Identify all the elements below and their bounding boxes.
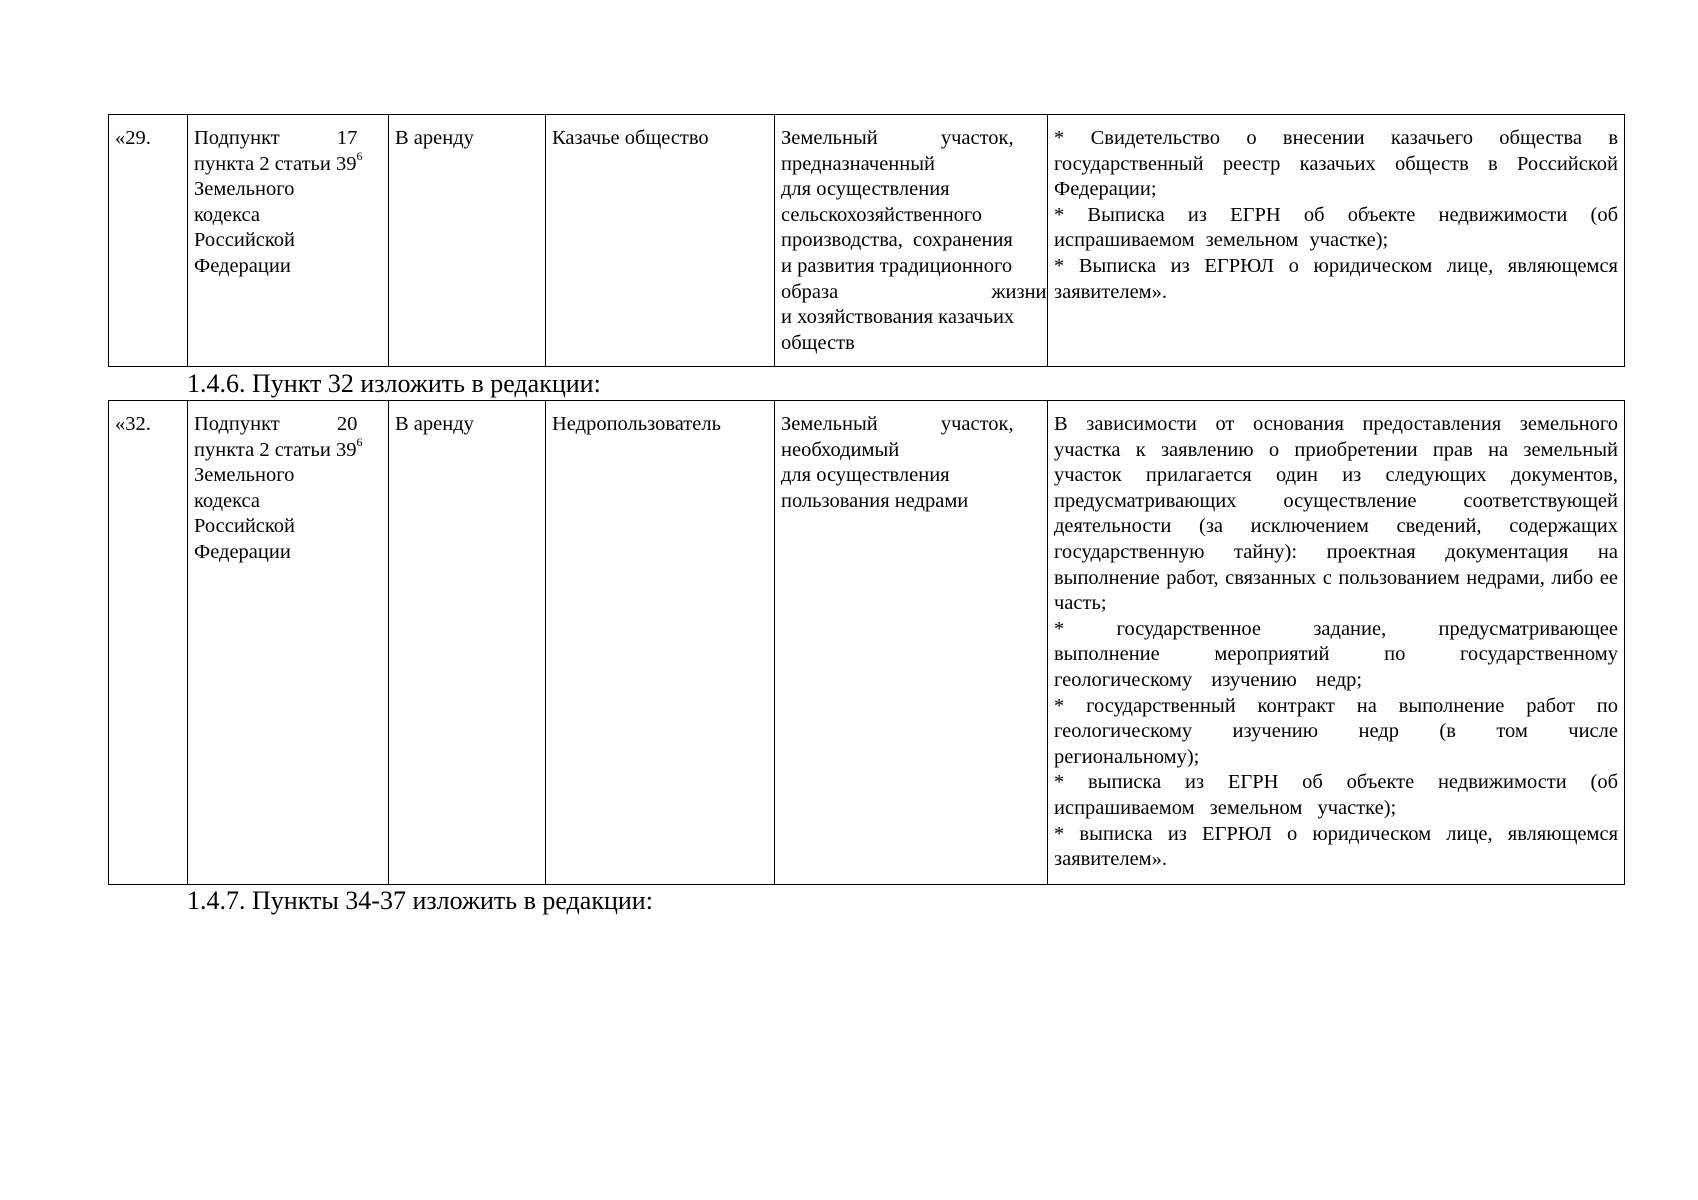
table-row bbox=[109, 115, 1625, 367]
item-number: «32. bbox=[109, 401, 188, 885]
required-documents bbox=[1048, 115, 1625, 367]
section-heading-1-4-7: 1.4.7. Пункты 34-37 изложить в редакции: bbox=[187, 886, 653, 915]
required-documents bbox=[1048, 401, 1625, 885]
legal-basis-line: кодекса bbox=[194, 489, 261, 512]
land-purpose-line: предназначенный bbox=[781, 152, 935, 175]
land-purpose-line: и развития традиционного bbox=[781, 254, 1013, 277]
document-item: * государственный контракт на выполнение работ по геологическому изучению недр (в том числе региональному); bbox=[1054, 694, 1618, 768]
article-superscript: 6 bbox=[356, 434, 363, 449]
land-purpose-line: Земельный участок, bbox=[781, 413, 1014, 435]
land-purpose bbox=[775, 401, 1048, 885]
table-row bbox=[109, 401, 1625, 885]
grant-type: В аренду bbox=[389, 115, 546, 367]
document-item: В зависимости от основания предоставления земельного участка к заявлению о приобретении прав на земельный участок прилагается один из следующих документов, предусматривающих осуществление соответствующей деятельности (за исключением сведений, содержащих государственную тайну): проектная документация на выполнение работ, связанных с пользованием недрами, либо ее часть; bbox=[1054, 413, 1618, 615]
legal-basis-line: Федерации bbox=[194, 540, 291, 563]
item-number: «29. bbox=[109, 115, 188, 367]
land-purpose-line: производства, сохранения bbox=[781, 229, 1013, 252]
land-purpose-line: для осуществления bbox=[781, 178, 950, 201]
land-purpose-line: и хозяйствования казачьих bbox=[781, 306, 1015, 329]
legal-basis-line: Земельного bbox=[194, 464, 295, 487]
document-item: * выписка из ЕГРЮЛ о юридическом лице, являющемся заявителем». bbox=[1054, 822, 1618, 871]
document-item: * Выписка из ЕГРЮЛ о юридическом лице, являющемся заявителем». bbox=[1054, 254, 1618, 303]
legal-basis bbox=[188, 115, 389, 367]
document-item: * Выписка из ЕГРН об объекте недвижимости (об испрашиваемом земельном участке); bbox=[1054, 203, 1618, 252]
grant-type: В аренду bbox=[389, 401, 546, 885]
document-item: * выписка из ЕГРН об объекте недвижимости (об испрашиваемом земельном участке); bbox=[1054, 771, 1618, 819]
land-purpose-line: Земельный участок, bbox=[781, 127, 1014, 149]
article-superscript: 6 bbox=[356, 148, 363, 163]
legal-basis-line: пункта 2 статьи 39 bbox=[194, 152, 357, 175]
land-purpose-line: необходимый bbox=[781, 438, 900, 461]
legal-basis-line: Земельного bbox=[194, 178, 295, 201]
land-purpose-line: пользования недрами bbox=[781, 489, 969, 512]
land-purpose-line: обществ bbox=[781, 331, 855, 354]
document-item: * государственное задание, предусматривающее выполнение мероприятий по государственному геологическому изучению недр; bbox=[1054, 617, 1618, 691]
table-row-32 bbox=[108, 400, 1625, 885]
legal-basis bbox=[188, 401, 389, 885]
legal-basis-line: Подпункт 17 bbox=[194, 127, 358, 149]
applicant: Казачье общество bbox=[546, 115, 775, 367]
legal-basis-line: Подпункт 20 bbox=[194, 413, 358, 435]
table-row-29 bbox=[108, 114, 1625, 367]
legal-basis-line: Российской bbox=[194, 515, 296, 538]
legal-basis-line: пункта 2 статьи 39 bbox=[194, 438, 357, 461]
land-purpose-line: образа жизни bbox=[781, 280, 1047, 303]
section-heading-1-4-6: 1.4.6. Пункт 32 изложить в редакции: bbox=[187, 369, 601, 398]
land-purpose-line: для осуществления bbox=[781, 464, 950, 487]
applicant: Недропользователь bbox=[546, 401, 775, 885]
document-item: * Свидетельство о внесении казачьего общества в государственный реестр казачьих обществ в Российской Федерации; bbox=[1054, 127, 1618, 201]
land-purpose-line: сельскохозяйственного bbox=[781, 203, 983, 226]
legal-basis-line: кодекса bbox=[194, 203, 261, 226]
legal-basis-line: Федерации bbox=[194, 254, 291, 277]
legal-basis-line: Российской bbox=[194, 229, 296, 252]
land-purpose bbox=[775, 115, 1048, 367]
